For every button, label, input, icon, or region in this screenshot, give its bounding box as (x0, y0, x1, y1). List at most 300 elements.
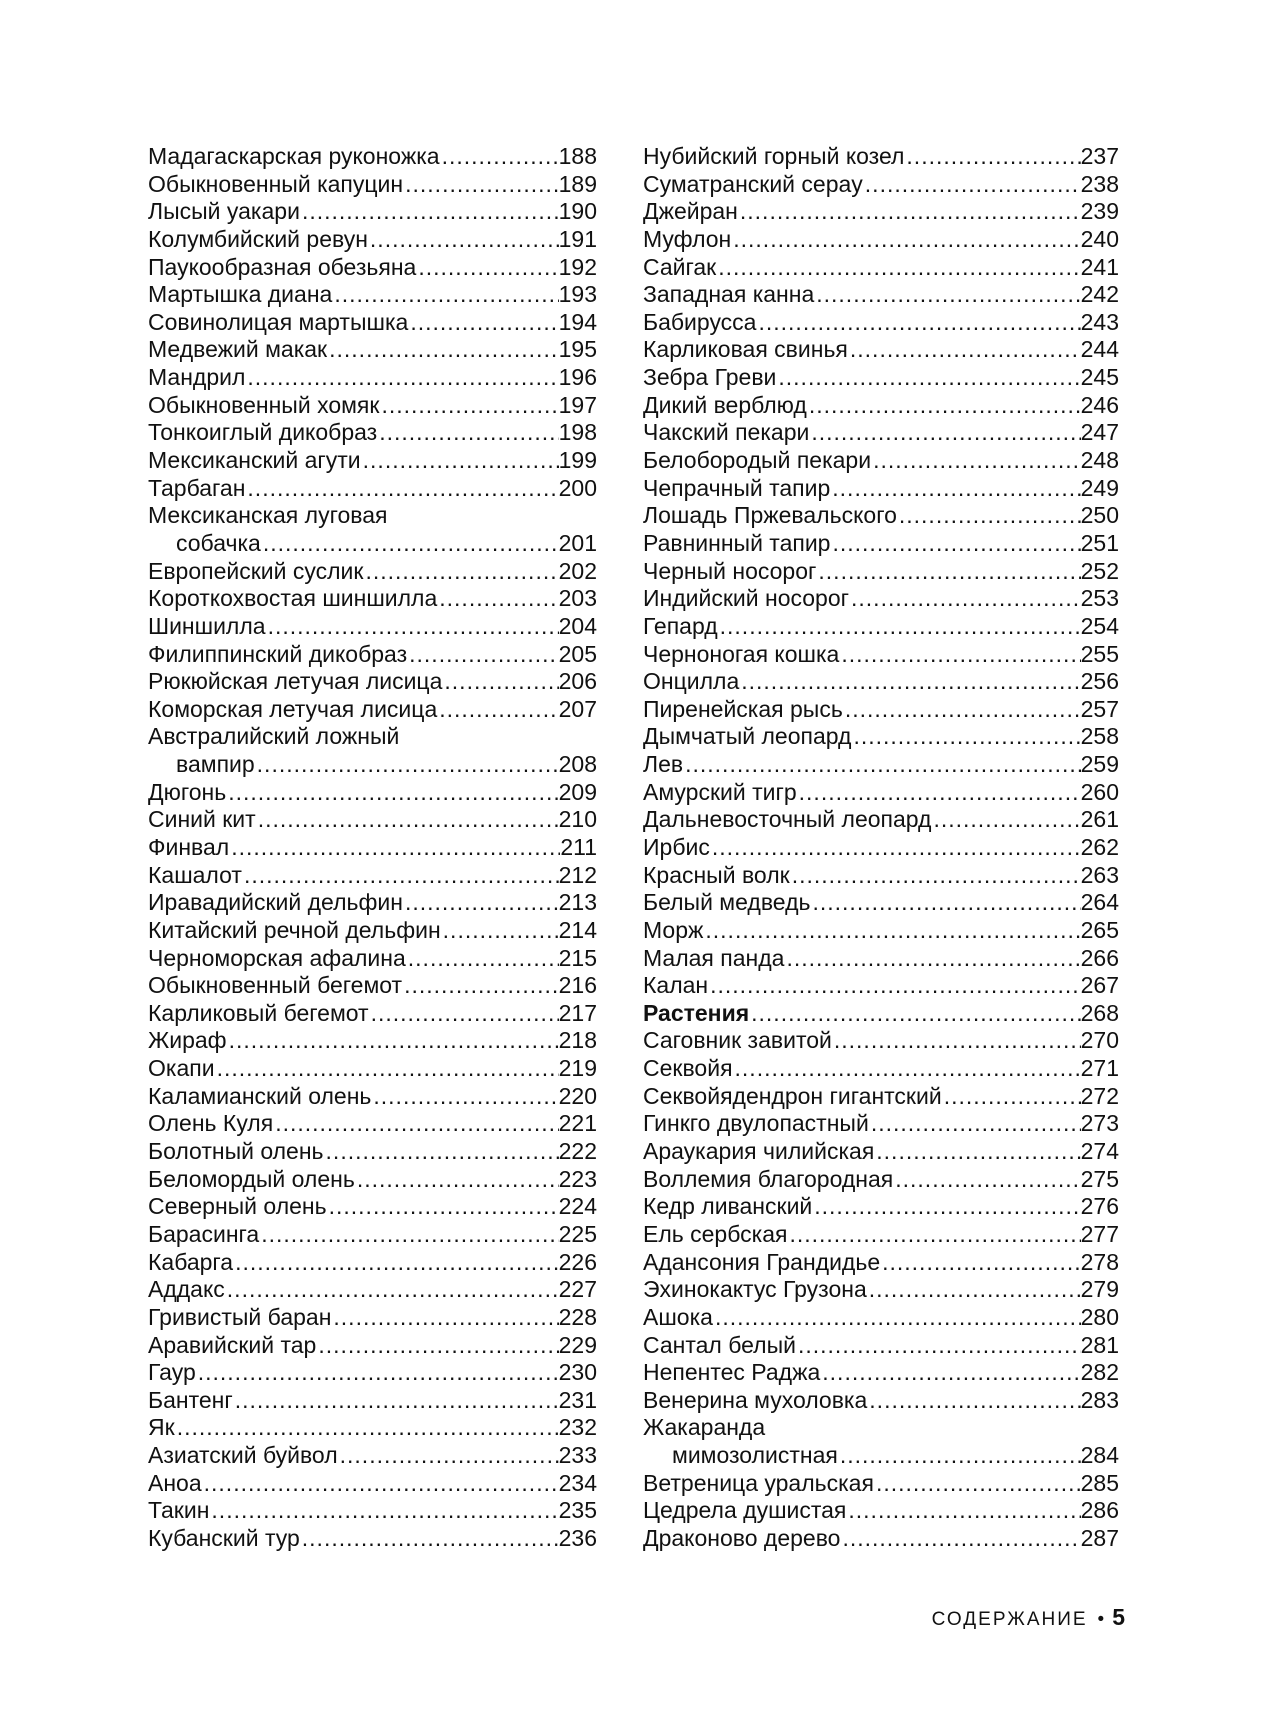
toc-entry-page: 197 (558, 391, 597, 418)
toc-entry-page: 274 (1080, 1138, 1119, 1165)
toc-entry (148, 281, 597, 309)
toc-entry-title: Коморская летучая лисица (148, 695, 438, 722)
toc-dot-leader (756, 309, 1080, 337)
toc-entry (148, 945, 597, 973)
toc-entry-title: Лошадь Пржевальского (643, 502, 897, 529)
toc-dot-leader (710, 834, 1081, 862)
toc-entry-title: Индийский носорог (643, 585, 850, 612)
toc-entry-title: Гривистый баран (148, 1303, 332, 1330)
toc-dot-leader (816, 558, 1080, 586)
toc-entry (643, 889, 1119, 917)
toc-dot-leader (703, 917, 1080, 945)
toc-entry-page: 245 (1080, 364, 1119, 391)
toc-entry-title: Аравийский тар (148, 1331, 317, 1358)
toc-dot-leader (832, 1028, 1081, 1056)
toc-dot-leader (440, 143, 559, 171)
toc-entry-title: Зебра Греви (643, 364, 777, 391)
toc-entry-title: Иравадийский дельфин (148, 889, 403, 916)
toc-entry-page: 237 (1080, 143, 1119, 169)
toc-entry-page: 191 (558, 225, 597, 252)
toc-entry-title: Ель сербская (643, 1220, 788, 1247)
toc-entry (643, 806, 1119, 834)
toc-entry-title: Адансония Грандидье (643, 1248, 881, 1275)
toc-entry-title: Черный носорог (643, 557, 817, 584)
toc-entry-title: Муфлон (643, 225, 732, 252)
toc-entry (643, 613, 1119, 641)
toc-dot-leader (839, 641, 1080, 669)
toc-entry-page: 263 (1080, 861, 1119, 888)
toc-entry (148, 171, 597, 199)
toc-entry (148, 392, 597, 420)
toc-entry-title: Белый медведь (643, 889, 811, 916)
toc-entry (148, 641, 597, 669)
toc-entry-page: 238 (1080, 170, 1119, 197)
toc-entry (148, 1414, 597, 1442)
toc-dot-leader (942, 1083, 1081, 1111)
toc-entry-page: 247 (1080, 419, 1119, 446)
toc-entry-title: Обыкновенный капуцин (148, 170, 404, 197)
toc-entry-page: 256 (1080, 668, 1119, 695)
toc-entry (643, 171, 1119, 199)
toc-entry-title: Непентес Раджа (643, 1359, 821, 1386)
toc-entry (643, 336, 1119, 364)
toc-entry-title: Тарбаган (148, 474, 246, 501)
toc-entry (643, 226, 1119, 254)
toc-dot-leader (215, 1055, 559, 1083)
toc-entry (148, 1193, 597, 1221)
toc-entry-title: Дюгонь (148, 778, 227, 805)
toc-entry-page: 239 (1080, 198, 1119, 225)
toc-entry (148, 668, 597, 696)
toc-entry (148, 613, 597, 641)
toc-entry-page: 221 (558, 1110, 597, 1137)
toc-dot-leader (403, 889, 559, 917)
toc-entry-page: 249 (1080, 474, 1119, 501)
toc-dot-leader (809, 419, 1080, 447)
toc-entry (643, 447, 1119, 475)
toc-entry (148, 585, 597, 613)
toc-entry (643, 972, 1119, 1000)
toc-dot-leader (874, 1138, 1080, 1166)
toc-entry (643, 1028, 1119, 1056)
toc-entry-page: 212 (558, 861, 597, 888)
toc-entry-title: Мексиканский агути (148, 447, 361, 474)
toc-entry-page: 286 (1080, 1497, 1119, 1524)
toc-entry-page: 280 (1080, 1303, 1119, 1330)
toc-entry (643, 1166, 1119, 1194)
toc-dot-leader (245, 475, 558, 503)
toc-entry (148, 1304, 597, 1332)
toc-entry-page: 217 (558, 999, 597, 1026)
toc-dot-leader (838, 1442, 1081, 1470)
toc-entry-page: 203 (558, 585, 597, 612)
toc-entry-page: 258 (1080, 723, 1119, 750)
toc-dot-leader (874, 1470, 1081, 1498)
toc-entry-title: Шиншилла (148, 612, 266, 639)
toc-dot-leader (851, 723, 1080, 751)
toc-dot-leader (371, 1083, 558, 1111)
toc-dot-leader (807, 392, 1081, 420)
toc-entry-page: 211 (560, 834, 597, 860)
toc-entry (148, 779, 597, 807)
toc-dot-leader (739, 668, 1080, 696)
toc-entry-title: Ветреница уральская (643, 1469, 874, 1496)
toc-entry-title: Чакский пекари (643, 419, 810, 446)
toc-entry-page: 195 (558, 336, 597, 363)
toc-entry-title: Гаур (148, 1359, 196, 1386)
toc-entry-page: 214 (558, 916, 597, 943)
toc-dot-leader (790, 862, 1081, 890)
toc-entry-page: 270 (1080, 1027, 1119, 1054)
toc-entry-page: 207 (558, 695, 597, 722)
toc-entry-page: 253 (1080, 585, 1119, 612)
toc-entry-page: 199 (558, 447, 597, 474)
toc-dot-leader (713, 1304, 1081, 1332)
toc-entry-page: 227 (558, 1276, 597, 1303)
toc-dot-leader (402, 972, 559, 1000)
toc-entry-page: 241 (1080, 253, 1119, 280)
toc-entry-title: Западная канна (643, 281, 815, 308)
toc-dot-leader (437, 696, 558, 724)
toc-entry-page: 262 (1080, 834, 1119, 860)
toc-dot-leader (338, 1442, 559, 1470)
toc-entry (643, 254, 1119, 282)
toc-entry-title: Черноногая кошка (643, 640, 840, 667)
toc-entry-page: 236 (558, 1525, 597, 1552)
toc-entry-title: Карликовая свинья (643, 336, 848, 363)
toc-entry (643, 1304, 1119, 1332)
toc-dot-leader (784, 945, 1080, 973)
toc-entry-page: 276 (1080, 1193, 1119, 1220)
toc-entry (148, 1000, 597, 1028)
toc-dot-leader (368, 226, 559, 254)
toc-dot-leader (683, 751, 1081, 779)
toc-entry (148, 862, 597, 890)
toc-entry-title: Бантенг (148, 1386, 233, 1413)
toc-entry (148, 834, 597, 862)
toc-entry-title: Аноа (148, 1469, 202, 1496)
toc-entry-title: Карликовый бегемот (148, 999, 369, 1026)
toc-entry-title: Европейский суслик (148, 557, 364, 584)
toc-entry-page: 209 (558, 778, 597, 805)
toc-entry-title: Барасинга (148, 1220, 260, 1247)
toc-entry-page: 248 (1080, 447, 1119, 474)
toc-entry (148, 1249, 597, 1277)
toc-entry-page: 275 (1080, 1165, 1119, 1192)
toc-entry-title: Пиренейская рысь (643, 695, 843, 722)
toc-entry (643, 1138, 1119, 1166)
toc-dot-leader (377, 419, 558, 447)
toc-entry-title: Каламианский олень (148, 1082, 372, 1109)
toc-entry-page: 190 (558, 198, 597, 225)
toc-entry-page: 277 (1080, 1220, 1119, 1247)
toc-entry (148, 1028, 597, 1056)
toc-entry-title: Филиппинский дикобраз (148, 640, 408, 667)
toc-entry (643, 751, 1119, 779)
toc-dot-leader (776, 364, 1080, 392)
toc-dot-leader (830, 475, 1080, 503)
toc-entry-title: вампир (176, 751, 255, 778)
toc-entry-title: Австралийский ложный (148, 723, 400, 750)
toc-entry (148, 1110, 597, 1138)
toc-section-heading (643, 1000, 1119, 1028)
toc-entry-title: Лев (643, 751, 684, 778)
toc-entry-page: 271 (1080, 1055, 1119, 1082)
toc-entry-page: 201 (558, 529, 597, 556)
toc-entry (643, 1083, 1119, 1111)
toc-dot-leader (406, 945, 559, 973)
toc-dot-leader (812, 1193, 1080, 1221)
toc-entry-page: 234 (558, 1469, 597, 1496)
toc-dot-leader (256, 806, 559, 834)
toc-entry (148, 806, 597, 834)
toc-dot-leader (893, 1166, 1080, 1194)
toc-entry-page: 189 (558, 170, 597, 197)
toc-entry-page: 220 (558, 1082, 597, 1109)
toc-entry (643, 1442, 1119, 1470)
toc-entry-title: Цедрела душистая (643, 1497, 847, 1524)
toc-entry (643, 364, 1119, 392)
toc-entry (643, 475, 1119, 503)
toc-entry (148, 1276, 597, 1304)
toc-entry (148, 917, 597, 945)
toc-right-column (643, 143, 1119, 1553)
toc-entry-title: Чепрачный тапир (643, 474, 831, 501)
toc-entry-title: Черноморская афалина (148, 944, 406, 971)
toc-dot-leader (797, 779, 1081, 807)
toc-entry-title: Гинкго двулопастный (643, 1110, 869, 1137)
toc-entry-page: 204 (558, 612, 597, 639)
toc-entry (643, 392, 1119, 420)
toc-entry (148, 1221, 597, 1249)
toc-entry-page: 282 (1080, 1359, 1119, 1386)
toc-entry (643, 281, 1119, 309)
toc-dot-leader (871, 447, 1081, 475)
toc-entry (643, 1359, 1119, 1387)
toc-entry (643, 1497, 1119, 1525)
toc-entry-title: Кедр ливанский (643, 1193, 813, 1220)
toc-entry-page: 250 (1080, 502, 1119, 529)
toc-entry (643, 779, 1119, 807)
toc-entry (148, 143, 597, 171)
toc-entry-page: 225 (558, 1220, 597, 1247)
toc-dot-leader (718, 613, 1081, 641)
toc-entry-page: 193 (558, 281, 597, 308)
toc-entry-page: 259 (1080, 751, 1119, 778)
toc-entry-page: 231 (558, 1386, 597, 1413)
toc-entry-title: мимозолистная (672, 1442, 838, 1469)
toc-entry-title: Гепард (643, 612, 718, 639)
toc-entry-page: 278 (1080, 1248, 1119, 1275)
toc-entry-page: 285 (1080, 1469, 1119, 1496)
toc-entry-page: 213 (558, 889, 597, 916)
toc-entry-title: Нубийский горный козел (643, 143, 905, 169)
toc-dot-leader (273, 1110, 558, 1138)
toc-entry-page: 192 (558, 253, 597, 280)
toc-entry-page: 219 (558, 1055, 597, 1082)
toc-entry (643, 723, 1119, 751)
toc-entry-page: 230 (558, 1359, 597, 1386)
toc-entry-title: Кабарга (148, 1248, 234, 1275)
toc-entry (643, 1193, 1119, 1221)
toc-entry-title: Дикий верблюд (643, 391, 807, 418)
toc-dot-leader (175, 1414, 559, 1442)
toc-entry-title: Олень Куля (148, 1110, 274, 1137)
toc-dot-leader (227, 1028, 559, 1056)
toc-entry-title: Жакаранда (643, 1414, 766, 1441)
toc-dot-leader (904, 143, 1080, 171)
toc-entry-title: Медвежий макак (148, 336, 328, 363)
toc-dot-leader (300, 1525, 559, 1553)
toc-entry-title: Рюкюйская летучая лисица (148, 668, 443, 695)
toc-entry-page: 255 (1080, 640, 1119, 667)
toc-entry-title: Мадагаскарская руконожка (148, 143, 440, 169)
toc-entry (643, 1470, 1119, 1498)
toc-dot-leader (233, 1387, 559, 1415)
toc-dot-leader (880, 1249, 1081, 1277)
toc-entry-page: 266 (1080, 944, 1119, 971)
toc-entry (148, 475, 597, 503)
toc-dot-leader (408, 309, 558, 337)
toc-dot-leader (733, 1055, 1081, 1083)
toc-dot-leader (863, 171, 1081, 199)
toc-entry (643, 585, 1119, 613)
toc-dot-leader (361, 447, 559, 475)
toc-entry (643, 143, 1119, 171)
toc-entry (148, 1442, 597, 1470)
toc-entry (643, 502, 1119, 530)
toc-entry (148, 309, 597, 337)
toc-entry (643, 1414, 1119, 1442)
toc-entry-title: Дальневосточный леопард (643, 806, 932, 833)
toc-entry-page: 261 (1080, 806, 1119, 833)
toc-entry-title: Лысый уакари (148, 198, 300, 225)
toc-entry (643, 862, 1119, 890)
toc-entry-title: Беломордый олень (148, 1165, 355, 1192)
toc-entry (643, 641, 1119, 669)
toc-entry (643, 558, 1119, 586)
toc-entry-page: 287 (1080, 1525, 1119, 1552)
toc-entry (148, 696, 597, 724)
toc-dot-leader (407, 641, 558, 669)
toc-entry (148, 1166, 597, 1194)
toc-entry (643, 668, 1119, 696)
toc-entry (148, 1138, 597, 1166)
toc-dot-leader (229, 834, 560, 862)
toc-dot-leader (442, 668, 558, 696)
toc-entry-title: Араукария чилийская (643, 1138, 875, 1165)
footer-section-title: СОДЕРЖАНИЕ (931, 1609, 1088, 1630)
toc-entry-page: 273 (1080, 1110, 1119, 1137)
toc-entry (148, 1083, 597, 1111)
toc-dot-leader (843, 696, 1081, 724)
toc-entry-page: 228 (558, 1303, 597, 1330)
toc-entry (643, 1276, 1119, 1304)
toc-entry-title: Жираф (148, 1027, 227, 1054)
toc-entry-page: 226 (558, 1248, 597, 1275)
toc-entry (643, 1332, 1119, 1360)
toc-entry-title: Кашалот (148, 861, 242, 888)
toc-dot-leader (840, 1525, 1080, 1553)
toc-entry-title: Паукообразная обезьяна (148, 253, 417, 280)
toc-entry-page: 208 (558, 751, 597, 778)
toc-entry-title: Бабирусса (643, 308, 757, 335)
toc-entry-page: 218 (558, 1027, 597, 1054)
toc-entry-title: Саговник завитой (643, 1027, 832, 1054)
toc-entry-page: 268 (1080, 999, 1119, 1026)
toc-entry-title: Ашока (643, 1303, 713, 1330)
toc-dot-leader (316, 1332, 558, 1360)
toc-dot-leader (830, 530, 1080, 558)
toc-entry-title: Колумбийский ревун (148, 225, 368, 252)
toc-entry-page: 252 (1080, 557, 1119, 584)
toc-dot-leader (331, 1304, 558, 1332)
toc-dot-leader (226, 779, 558, 807)
toc-entry-title: Аддакс (148, 1276, 225, 1303)
toc-dot-leader (731, 226, 1080, 254)
toc-entry-page: 242 (1080, 281, 1119, 308)
toc-entry-page: 223 (558, 1165, 597, 1192)
toc-entry-page: 229 (558, 1331, 597, 1358)
toc-entry (148, 751, 597, 779)
toc-dot-leader (849, 585, 1081, 613)
toc-dot-leader (867, 1387, 1080, 1415)
toc-dot-leader (255, 751, 559, 779)
toc-entry (148, 972, 597, 1000)
toc-dot-leader (332, 281, 558, 309)
toc-entry-title: Азиатский буйвол (148, 1442, 338, 1469)
toc-entry-title: Калан (643, 972, 709, 999)
toc-entry (643, 834, 1119, 862)
toc-entry-page: 281 (1080, 1331, 1119, 1358)
toc-dot-leader (738, 198, 1081, 226)
toc-entry-page: 265 (1080, 916, 1119, 943)
toc-entry (148, 1525, 597, 1553)
toc-entry-page: 205 (558, 640, 597, 667)
toc-dot-leader (810, 889, 1080, 917)
toc-entry-title: Онцилла (643, 668, 740, 695)
toc-entry (643, 696, 1119, 724)
toc-dot-leader (196, 1359, 559, 1387)
toc-dot-leader (233, 1249, 559, 1277)
toc-entry-title: Эхинокактус Грузона (643, 1276, 867, 1303)
toc-dot-leader (261, 530, 559, 558)
toc-entry (148, 502, 597, 530)
toc-entry (148, 447, 597, 475)
toc-dot-leader (324, 1138, 559, 1166)
toc-dot-leader (787, 1221, 1080, 1249)
toc-dot-leader (259, 1221, 558, 1249)
toc-entry-page: 279 (1080, 1276, 1119, 1303)
toc-left-column (148, 143, 597, 1553)
toc-entry-title: Совинолицая мартышка (148, 308, 409, 335)
toc-entry-title: Джейран (643, 198, 738, 225)
toc-dot-leader (716, 254, 1080, 282)
toc-dot-leader (846, 1497, 1080, 1525)
toc-dot-leader (266, 613, 559, 641)
toc-dot-leader (749, 1000, 1080, 1028)
toc-entry (148, 1332, 597, 1360)
toc-entry (148, 226, 597, 254)
toc-dot-leader (363, 558, 558, 586)
toc-entry (148, 1497, 597, 1525)
toc-dot-leader (416, 254, 558, 282)
toc-entry (148, 889, 597, 917)
toc-entry-title: Синий кит (148, 806, 256, 833)
toc-entry-title: Венерина мухоловка (643, 1386, 868, 1413)
toc-entry-page: 210 (558, 806, 597, 833)
toc-entry-page: 240 (1080, 225, 1119, 252)
